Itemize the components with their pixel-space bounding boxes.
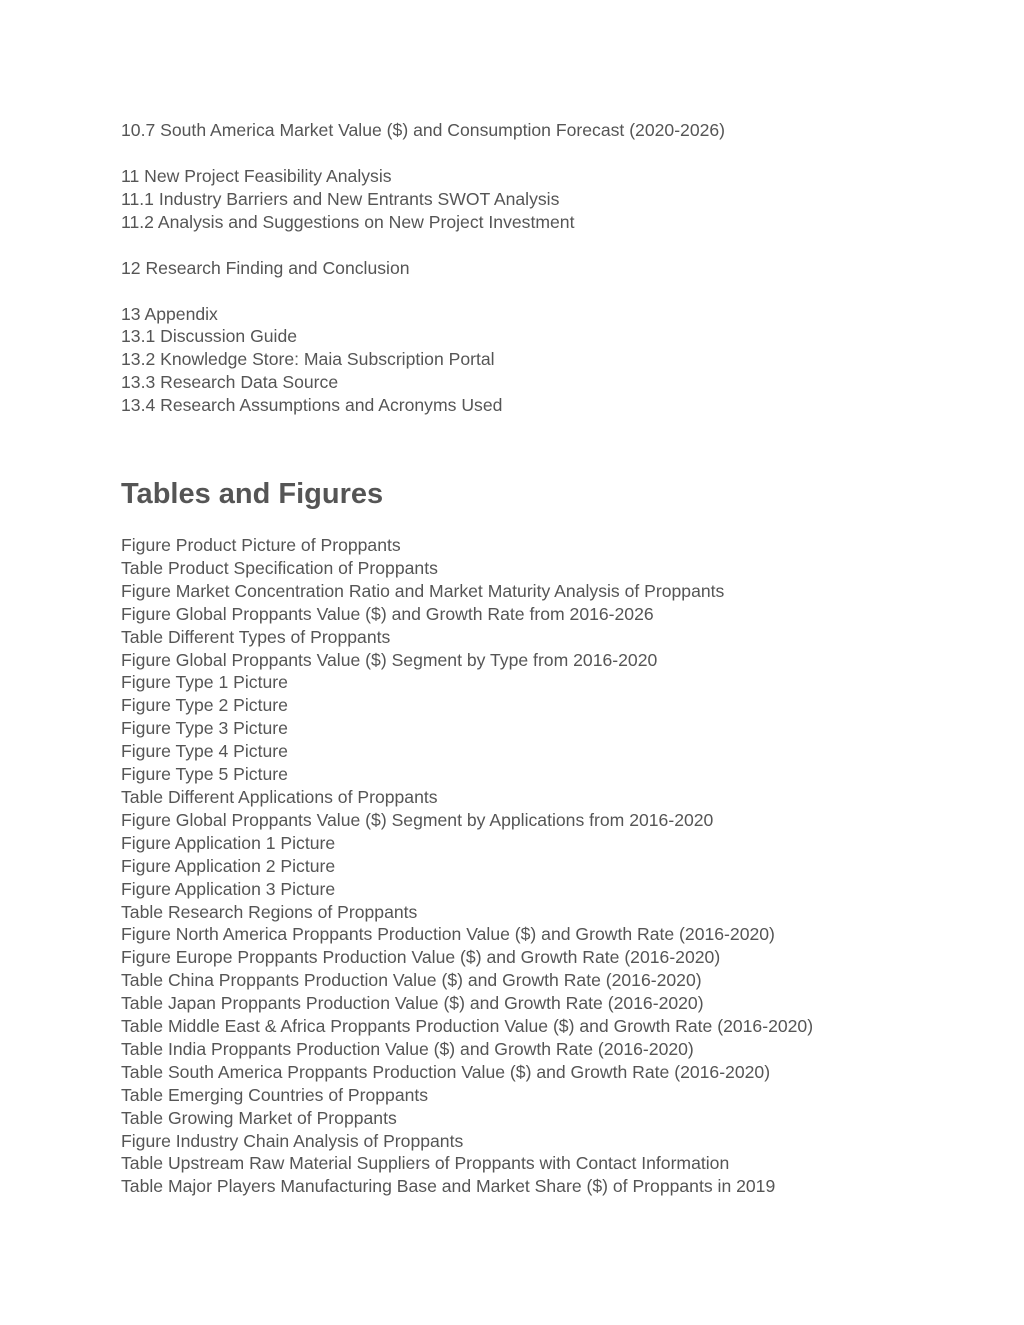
figure-list-item: Figure Application 1 Picture <box>121 832 336 853</box>
figure-list-item: Figure Product Picture of Proppants <box>121 535 401 555</box>
figure-list-item: Figure Industry Chain Analysis of Proppants <box>121 1130 464 1151</box>
toc-item: 13 Appendix <box>121 303 218 324</box>
figure-list-item: Table Product Specification of Proppants <box>121 557 438 578</box>
figure-list-item: Figure Europe Proppants Production Value ($) and Growth Rate (2016-2020) <box>121 947 721 968</box>
document-page <box>121 119 981 1197</box>
toc-group-10 <box>121 119 981 142</box>
toc-item: 13.2 Knowledge Store: Maia Subscription Portal <box>121 349 495 370</box>
figure-list-item: Figure Global Proppants Value ($) Segment by Applications from 2016-2020 <box>121 809 714 830</box>
toc-group-12 <box>121 257 981 280</box>
toc-item: 11.1 Industry Barriers and New Entrants SWOT Analysis <box>121 188 560 209</box>
toc-group-11 <box>121 165 981 234</box>
figure-list-item: Figure Type 1 Picture <box>121 672 288 693</box>
figure-list-item: Figure Market Concentration Ratio and Market Maturity Analysis of Proppants <box>121 580 725 601</box>
figure-list-item: Figure Type 4 Picture <box>121 741 288 762</box>
toc-item: 11.2 Analysis and Suggestions on New Project Investment <box>121 211 575 232</box>
tables-and-figures-heading: Tables and Figures <box>121 478 384 510</box>
toc-item: 11 New Project Feasibility Analysis <box>121 165 392 186</box>
figure-list-item: Table Upstream Raw Material Suppliers of Proppants with Contact Information <box>121 1153 730 1174</box>
figure-list-item: Table South America Proppants Production Value ($) and Growth Rate (2016-2020) <box>121 1061 771 1082</box>
figure-list-item: Table China Proppants Production Value ($) and Growth Rate (2016-2020) <box>121 970 702 991</box>
figure-list-item: Figure Global Proppants Value ($) Segment by Type from 2016-2020 <box>121 649 658 670</box>
figure-list-item: Table Different Types of Proppants <box>121 626 391 647</box>
figure-list-item: Table Research Regions of Proppants <box>121 901 418 922</box>
figure-list-item: Figure Type 5 Picture <box>121 764 288 785</box>
toc-item: 13.4 Research Assumptions and Acronyms Used <box>121 395 503 416</box>
toc-item: 13.1 Discussion Guide <box>121 326 298 347</box>
figure-list-item: Table Growing Market of Proppants <box>121 1107 397 1128</box>
figure-list-item: Table Major Players Manufacturing Base and Market Share ($) of Proppants in 2019 <box>121 1176 776 1197</box>
figure-list-item: Figure Global Proppants Value ($) and Growth Rate from 2016-2026 <box>121 603 654 624</box>
figure-list-item: Table Japan Proppants Production Value ($) and Growth Rate (2016-2020) <box>121 993 704 1014</box>
figure-list-item: Figure Type 2 Picture <box>121 695 288 716</box>
toc-item: 13.3 Research Data Source <box>121 372 339 393</box>
figure-list-item: Table Middle East & Africa Proppants Production Value ($) and Growth Rate (2016-2020) <box>121 1016 814 1037</box>
toc-item: 10.7 South America Market Value ($) and Consumption Forecast (2020-2026) <box>121 120 726 140</box>
figure-list-item: Figure Type 3 Picture <box>121 718 288 739</box>
figure-list-item: Table Different Applications of Proppants <box>121 786 438 807</box>
figure-list-item: Table India Proppants Production Value ($) and Growth Rate (2016-2020) <box>121 1038 694 1059</box>
toc-group-13 <box>121 303 981 418</box>
figure-list-item: Figure North America Proppants Production Value ($) and Growth Rate (2016-2020) <box>121 924 775 945</box>
figure-list-item: Table Emerging Countries of Proppants <box>121 1084 429 1105</box>
figure-list-item: Figure Application 2 Picture <box>121 855 336 876</box>
figures-list <box>121 534 813 1198</box>
figure-list-item: Figure Application 3 Picture <box>121 878 336 899</box>
toc-item: 12 Research Finding and Conclusion <box>121 257 410 278</box>
toc-section <box>121 119 981 417</box>
